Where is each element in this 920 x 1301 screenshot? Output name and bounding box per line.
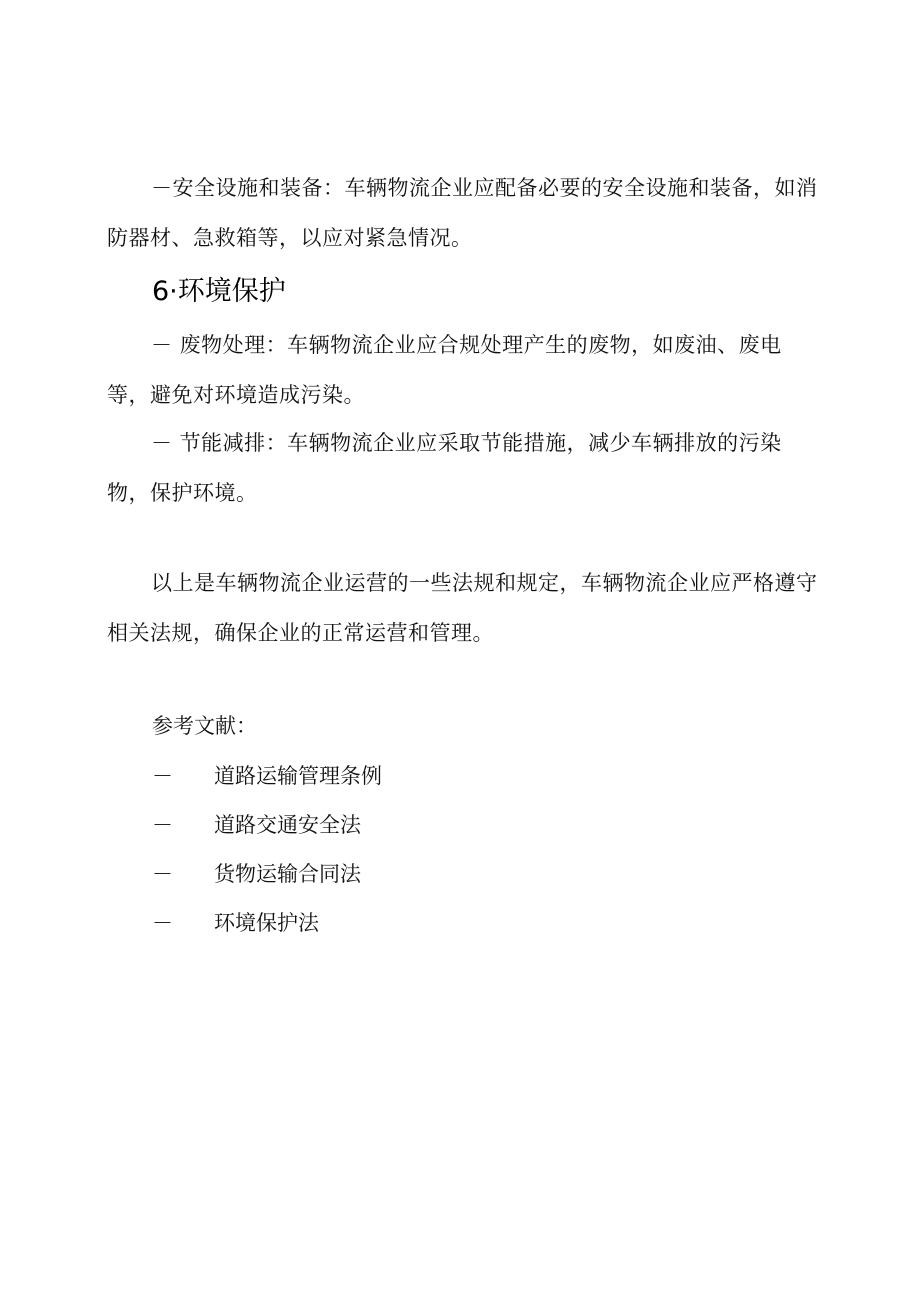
reference-text: 货物运输合同法: [214, 862, 361, 886]
references-title: 参考文献：: [152, 714, 257, 738]
safety-equipment-paragraph: －安全设施和装备：车辆物流企业应配备必要的安全设施和装备，如消防器材、急救箱等，以应对紧急情况。: [107, 176, 818, 250]
reference-dash: －: [152, 764, 173, 788]
reference-dash: －: [152, 862, 173, 886]
reference-text: 道路运输管理条例: [214, 764, 382, 788]
reference-text: 道路交通安全法: [214, 813, 361, 837]
reference-item: [152, 854, 382, 903]
reference-dash: －: [152, 813, 173, 837]
section-heading-environment: 6·环境保护: [152, 276, 286, 307]
waste-disposal-paragraph: － 废物处理：车辆物流企业应合规处理产生的废物，如废油、废电等，避免对环境造成污染。: [107, 333, 782, 407]
references-list: [152, 756, 382, 952]
reference-text: 环境保护法: [214, 911, 319, 935]
summary-paragraph: 以上是车辆物流企业运营的一些法规和规定，车辆物流企业应严格遵守相关法规，确保企业的正常运营和管理。: [107, 571, 818, 645]
energy-saving-paragraph: － 节能减排：车辆物流企业应采取节能措施，减少车辆排放的污染物，保护环境。: [107, 431, 782, 505]
reference-item: [152, 756, 382, 805]
reference-item: [152, 805, 382, 854]
reference-dash: －: [152, 911, 173, 935]
reference-item: [152, 903, 382, 952]
